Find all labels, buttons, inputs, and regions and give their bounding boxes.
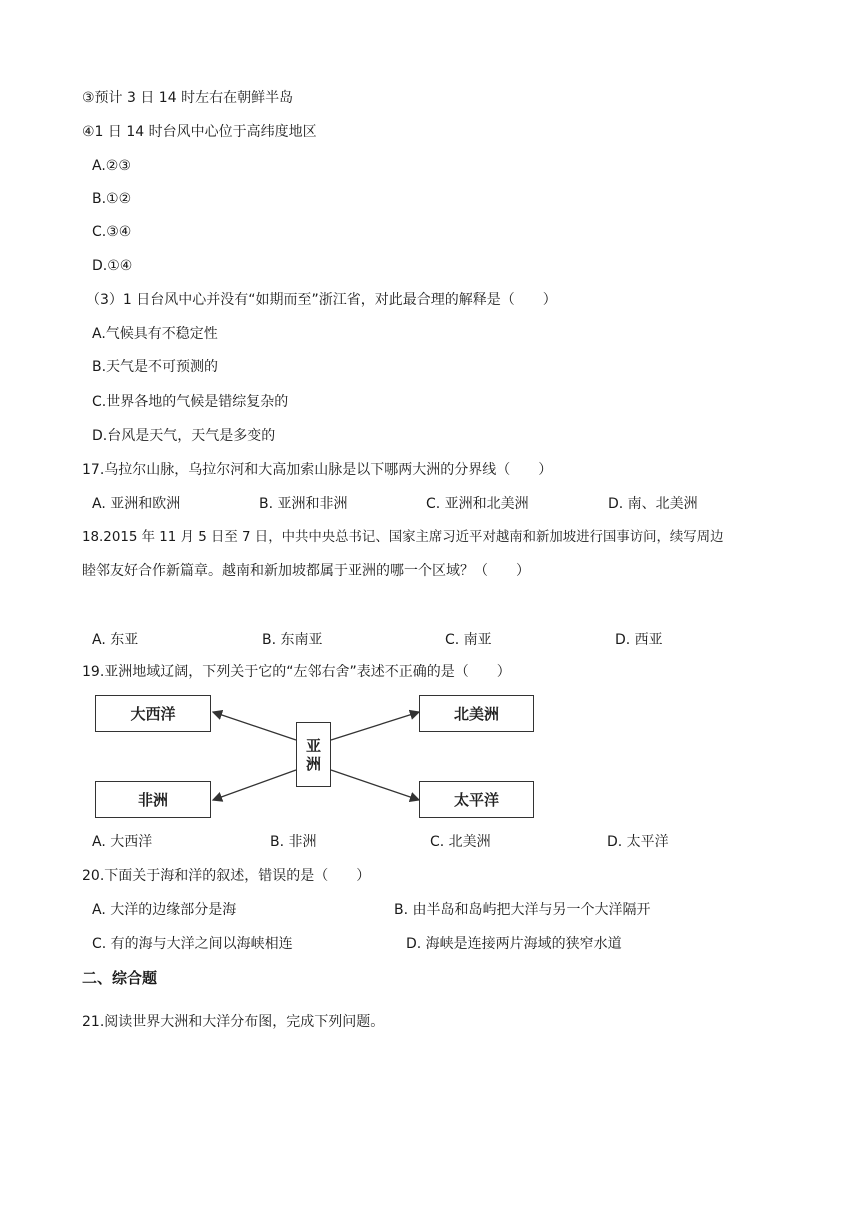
q16-option-b: B.①② [92,191,132,207]
q20-option-a: A. 大洋的边缘部分是海 [92,902,237,918]
box-center-asia [296,722,331,787]
q19-question: 19.亚洲地域辽阔，下列关于它的“左邻右舍”表述不正确的是（ ） [82,664,511,680]
arrow-to-bottom-left [213,770,296,800]
q18-option-d: D. 西亚 [615,632,663,648]
box-bottom-left: 非洲 [95,781,211,818]
q17-option-c: C. 亚洲和北美洲 [426,496,529,512]
arrow-to-top-left [213,712,296,740]
center-char-2: 洲 [305,754,321,773]
box-bottom-right: 太平洋 [419,781,534,818]
q19-option-c: C. 北美洲 [430,834,491,850]
statement-4: ④1 日 14 时台风中心位于高纬度地区 [82,124,317,140]
arrow-to-bottom-right [331,770,419,800]
asia-neighbors-diagram [92,690,542,822]
q18-option-a: A. 东亚 [92,632,139,648]
q20-question: 20.下面关于海和洋的叙述，错误的是（ ） [82,868,371,884]
q16-sub3-option-a: A.气候具有不稳定性 [92,326,218,342]
q19-option-d: D. 太平洋 [607,834,669,850]
box-top-left: 大西洋 [95,695,211,732]
q16-option-a: A.②③ [92,158,131,174]
center-char-1: 亚 [305,736,321,755]
q20-option-b: B. 由半岛和岛屿把大洋与另一个大洋隔开 [394,902,651,918]
q16-sub3-option-d: D.台风是天气，天气是多变的 [92,428,276,444]
q16-sub3-option-c: C.世界各地的气候是错综复杂的 [92,394,289,410]
q18-option-b: B. 东南亚 [262,632,323,648]
q18-question-line2: 睦邻友好合作新篇章。越南和新加坡都属于亚洲的哪一个区域？（ ） [82,563,530,579]
section-heading: 二、综合题 [82,969,158,987]
arrow-to-top-right [331,712,419,740]
q20-option-d: D. 海峡是连接两片海域的狭窄水道 [406,936,622,952]
q20-option-c: C. 有的海与大洋之间以海峡相连 [92,936,293,952]
statement-3: ③预计 3 日 14 时左右在朝鲜半岛 [82,90,294,106]
q16-sub3-question: （3）1 日台风中心并没有“如期而至”浙江省，对此最合理的解释是（ ） [86,292,557,308]
q19-option-a: A. 大西洋 [92,834,153,850]
q17-question: 17.乌拉尔山脉，乌拉尔河和大高加索山脉是以下哪两大洲的分界线（ ） [82,462,553,478]
q17-option-d: D. 南、北美洲 [608,496,698,512]
q19-option-b: B. 非洲 [270,834,317,850]
q21-question: 21.阅读世界大洲和大洋分布图，完成下列问题。 [82,1014,385,1030]
q18-question-line1: 18.2015 年 11 月 5 日至 7 日，中共中央总书记、国家主席习近平对越南和新加坡进行国事访问，续写周边 [82,530,724,545]
q18-option-c: C. 南亚 [445,632,492,648]
q17-option-a: A. 亚洲和欧洲 [92,496,181,512]
q16-sub3-option-b: B.天气是不可预测的 [92,359,219,375]
q16-option-c: C.③④ [92,224,132,240]
q16-option-d: D.①④ [92,258,133,274]
box-top-right: 北美洲 [419,695,534,732]
q17-option-b: B. 亚洲和非洲 [259,496,348,512]
